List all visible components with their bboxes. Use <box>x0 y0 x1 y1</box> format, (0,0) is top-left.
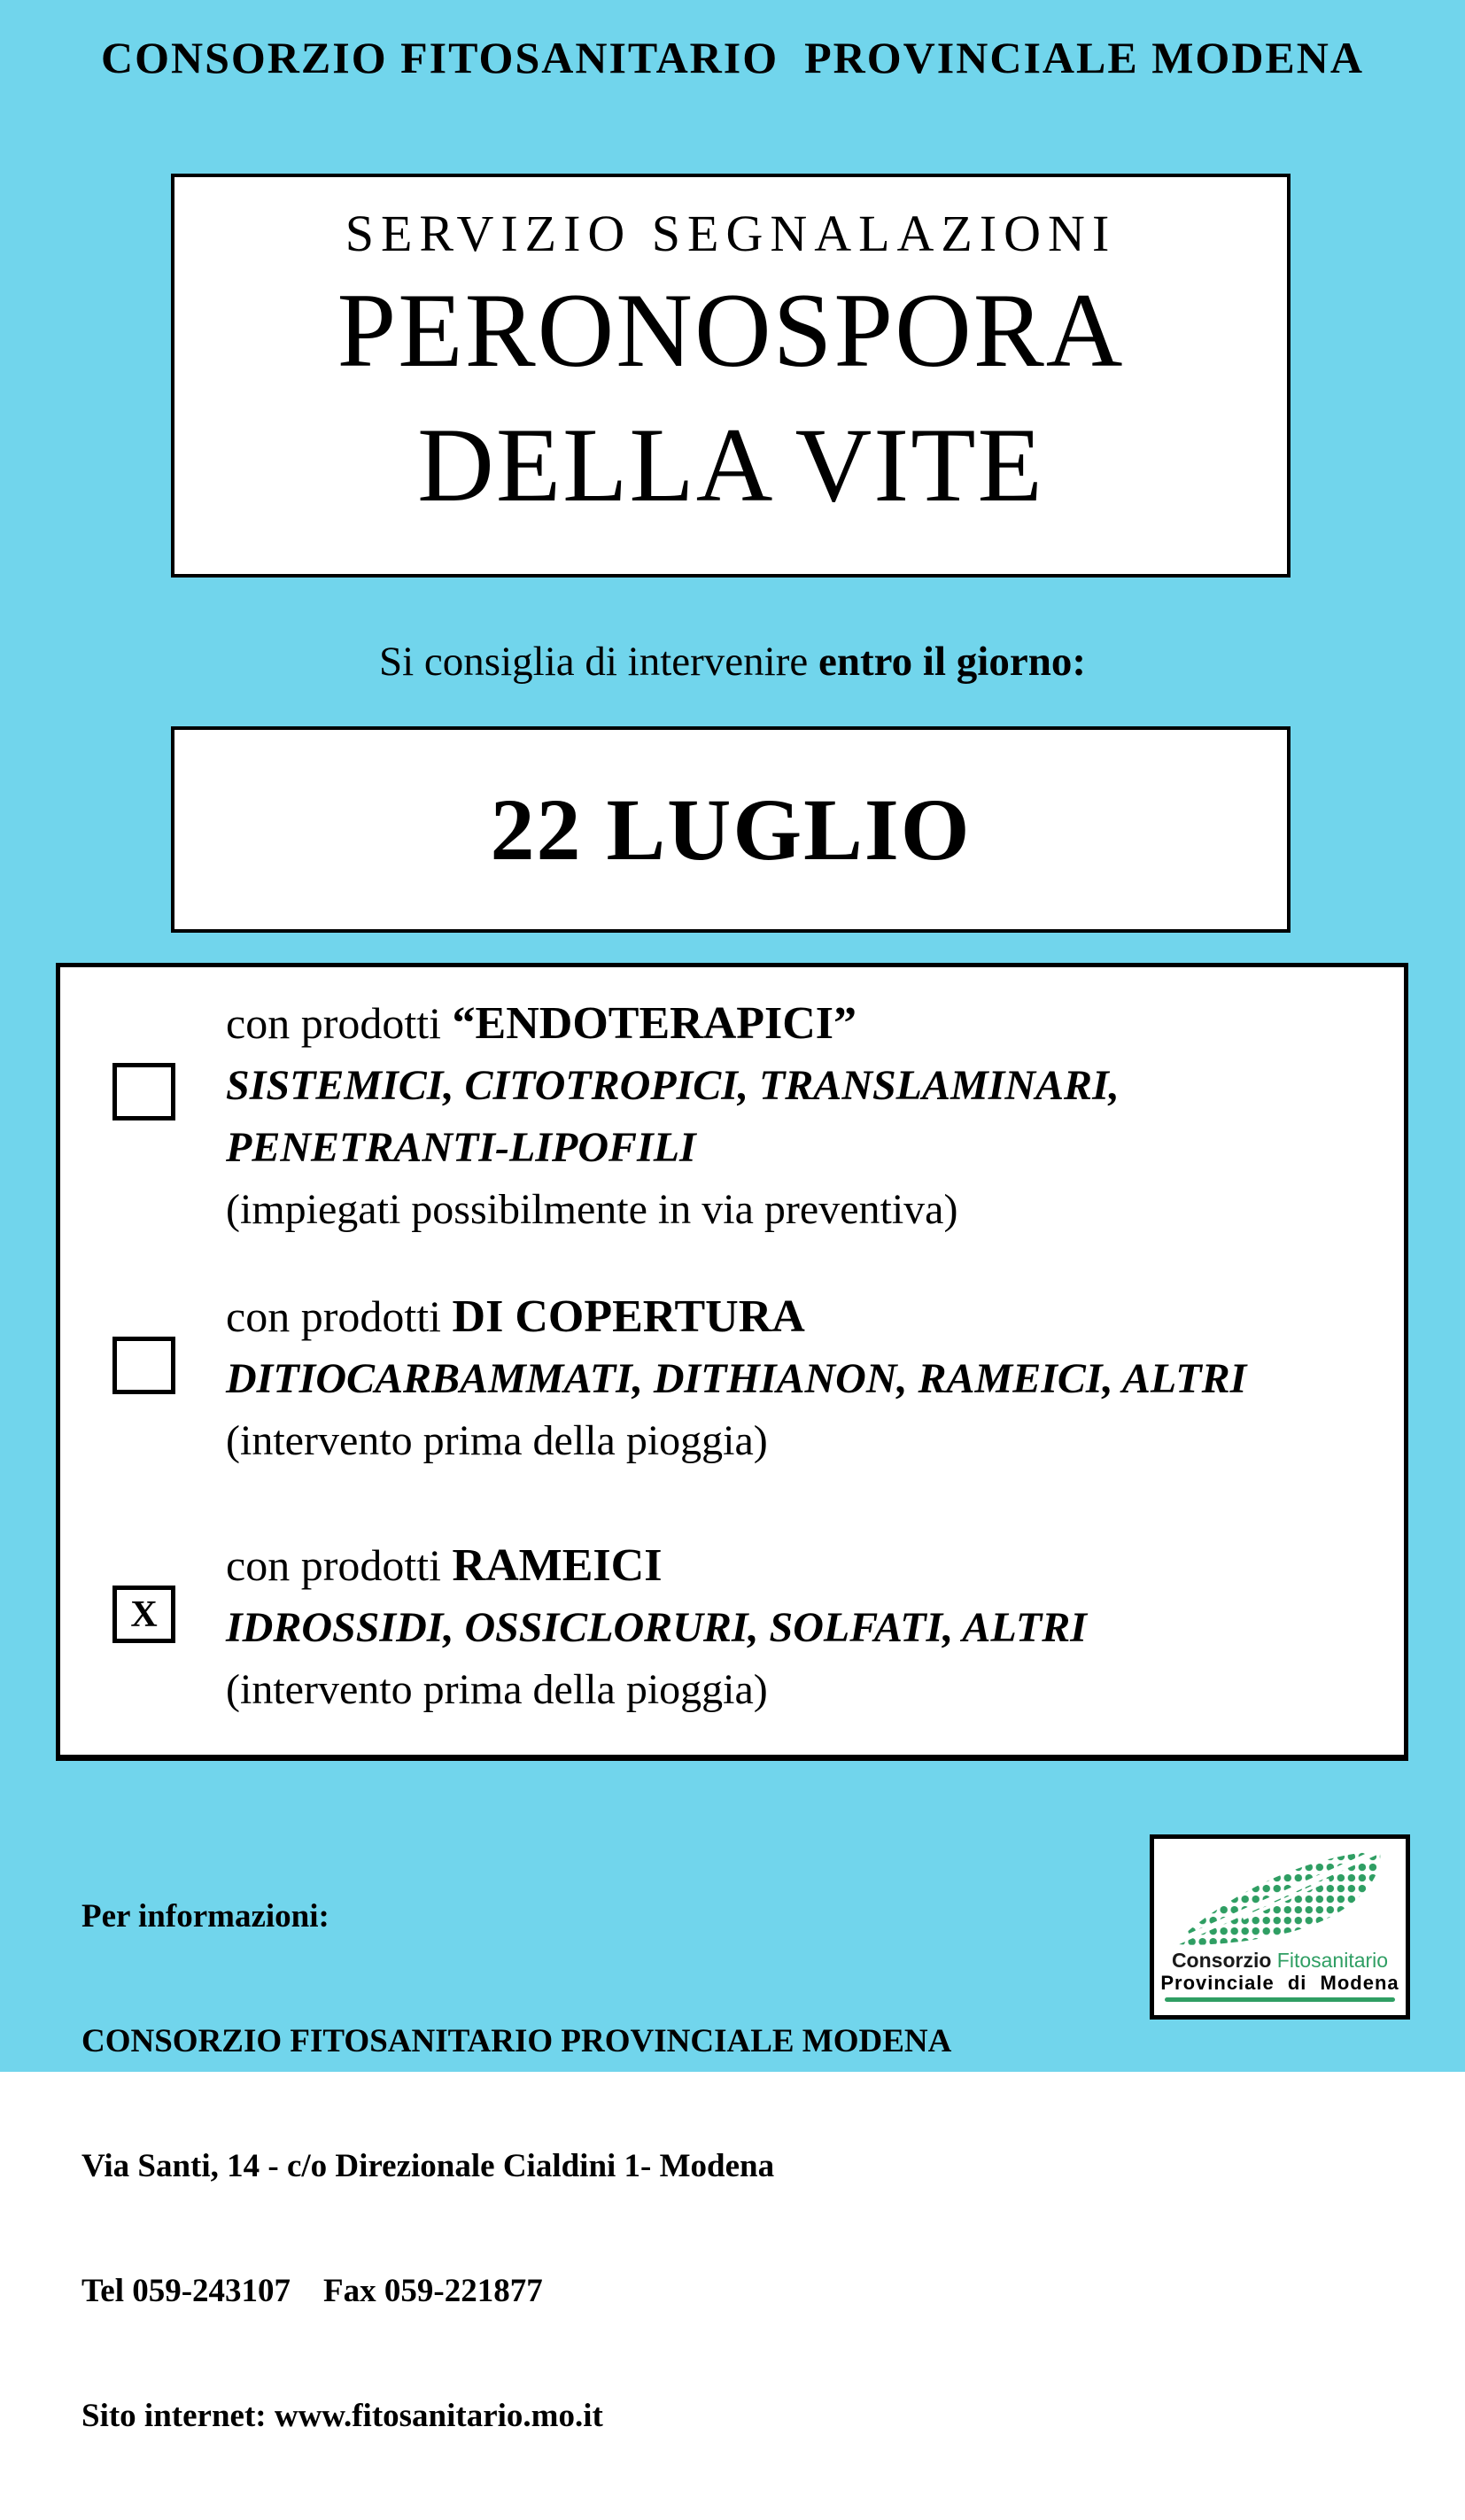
option-name: RAMEICI <box>452 1540 663 1591</box>
option-row-copertura <box>226 1285 1377 1472</box>
leaf-halftone-icon <box>1154 1841 1406 1949</box>
date-box <box>171 726 1291 933</box>
option-prefix: con prodotti <box>226 1540 453 1590</box>
logo-underline <box>1165 1997 1395 2002</box>
option-checkbox-rameici[interactable]: X <box>112 1586 175 1643</box>
logo-subtitle: Provinciale di Modena <box>1160 1972 1399 1994</box>
option-note: (intervento prima della pioggia) <box>226 1666 768 1713</box>
option-prefix: con prodotti <box>226 1291 453 1341</box>
option-prefix: con prodotti <box>226 998 453 1048</box>
option-note: (intervento prima della pioggia) <box>226 1417 768 1464</box>
footer-website: Sito internet: www.fitosanitario.mo.it <box>81 2398 603 2434</box>
option-heading <box>226 1285 1377 1348</box>
option-checkbox-copertura[interactable] <box>112 1337 175 1394</box>
footer-contact <box>81 1812 951 2520</box>
advice-text-bold: entro il giorno: <box>818 639 1086 685</box>
title-box <box>171 174 1291 578</box>
option-heading <box>226 992 1377 1055</box>
option-note: (impiegati possibilmente in via preventiva) <box>226 1186 958 1233</box>
options-box <box>56 963 1408 1761</box>
logo-box <box>1150 1834 1410 2020</box>
header-title: CONSORZIO FITOSANITARIO PROVINCIALE MODENA <box>101 33 1364 82</box>
option-chemicals: IDROSSIDI, OSSICLORURI, SOLFATI, ALTRI <box>226 1604 1087 1651</box>
disease-title-line2: DELLA VITE <box>417 405 1044 523</box>
disease-title-line1: PERONOSPORA <box>337 270 1125 389</box>
advice-text-normal: Si consiglia di intervenire <box>378 639 818 685</box>
footer-info-label: Per informazioni: <box>81 1898 329 1935</box>
logo-name <box>1154 1949 1406 1972</box>
option-name: “ENDOTERAPICI” <box>452 998 857 1049</box>
logo-name-black: Consorzio <box>1171 1949 1272 1972</box>
service-title: SERVIZIO SEGNALAZIONI <box>345 205 1117 262</box>
footer-org-name: CONSORZIO FITOSANITARIO PROVINCIALE MODENA <box>81 2023 952 2059</box>
option-heading <box>226 1534 1377 1597</box>
treatment-date: 22 LUGLIO <box>490 780 972 879</box>
option-chemicals: DITIOCARBAMMATI, DITHIANON, RAMEICI, ALTRI <box>226 1355 1247 1402</box>
option-row-rameici <box>130 1534 1377 1721</box>
advice-line <box>0 638 1465 686</box>
option-name: DI COPERTURA <box>452 1291 805 1342</box>
logo-name-green: Fitosanitario <box>1276 1949 1389 1972</box>
option-chemicals: SISTEMICI, CITOTROPICI, TRANSLAMINARI, PENETRANTI-LIPOFILI <box>226 1062 1120 1171</box>
footer-address: Via Santi, 14 - c/o Direzionale Cialdini 1- Modena <box>81 2148 775 2184</box>
option-checkbox-endoterapici[interactable] <box>112 1063 175 1120</box>
footer-phone-fax: Tel 059-243107 Fax 059-221877 <box>81 2273 543 2309</box>
option-row-endoterapici <box>226 992 1377 1241</box>
